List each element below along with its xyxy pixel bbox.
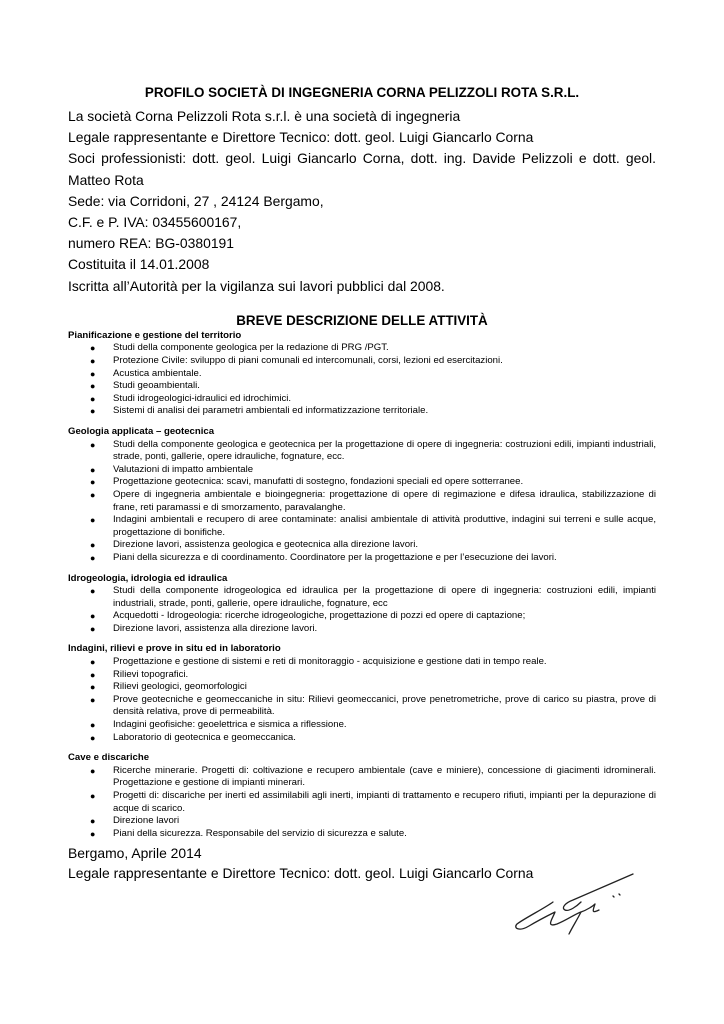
bullet-icon: ●: [90, 381, 96, 392]
bullet-icon: ●: [90, 368, 96, 379]
bullet-icon: ●: [90, 393, 96, 404]
list-item: [68, 539, 656, 552]
bullet-icon: ●: [90, 515, 96, 526]
list-item: [68, 514, 656, 539]
category-title: Pianificazione e gestione del territorio: [68, 329, 242, 341]
document-title: PROFILO SOCIETÀ DI INGEGNERIA CORNA PELIZZOLI ROTA S.R.L.: [144, 85, 580, 100]
list-item: [68, 623, 656, 636]
list-item-text: Acustica ambientale.: [113, 367, 202, 379]
list-item-text: Prove geotecniche e geomeccaniche in situ: Rilievi geomeccanici, prove penetrometriche, prove di carico su piastra, prove di densità relativa, prove di permeabilità.: [113, 693, 656, 718]
bullet-icon: ●: [90, 669, 96, 680]
list-item-text: Direzione lavori, assistenza alla direzione lavori.: [113, 622, 318, 634]
bullet-icon: ●: [90, 623, 96, 634]
list-item-text: Ricerche minerarie. Progetti di: coltivazione e recupero ambientale (cave e miniere), concessione di giacimenti idrominerali. Progettazione e gestione di impianti minerari.: [113, 764, 656, 789]
list-item: [68, 380, 656, 393]
list-item: [68, 342, 656, 355]
activity-list: [68, 656, 656, 744]
list-item-text: Opere di ingegneria ambientale e bioingegneria: progettazione di opere di regimazione e difesa idraulica, stabilizzazione di frane, reti paramassi e di smorzamento, paravalanghe.: [113, 488, 656, 513]
activity-list: [68, 765, 656, 841]
intro-line: C.F. e P. IVA: 03455600167,: [68, 214, 242, 231]
handwritten-signature: [495, 862, 645, 942]
activity-categories: [68, 330, 656, 841]
list-item: [68, 368, 656, 381]
list-item-text: Indagini geofisiche: geoelettrica e sismica a riflessione.: [113, 719, 347, 731]
bullet-icon: ●: [90, 343, 96, 354]
bullet-icon: ●: [90, 356, 96, 367]
category-title: Cave e discariche: [68, 752, 150, 764]
list-item-text: Laboratorio di geotecnica e geomeccanica.: [113, 731, 296, 743]
list-item: [68, 610, 656, 623]
list-item-text: Rilievi topografici.: [113, 668, 189, 680]
list-item-text: Progetti di: discariche per inerti ed assimilabili agli inerti, impianti di trattamento e recupero rifiuti, impianti per la depurazione di acque di scarico.: [113, 790, 656, 814]
intro-line: Sede: via Corridoni, 27 , 24124 Bergamo,: [68, 192, 324, 209]
bullet-icon: ●: [90, 765, 96, 776]
bullet-icon: ●: [90, 540, 96, 551]
list-item: [68, 765, 656, 790]
list-item-text: Protezione Civile: sviluppo di piani comunali ed intercomunali, corsi, lezioni ed esercitazioni.: [113, 355, 503, 367]
list-item-text: Rilievi geologici, geomorfologici: [113, 681, 247, 693]
bullet-icon: ●: [90, 828, 96, 839]
list-item: [68, 719, 656, 732]
bullet-icon: ●: [90, 657, 96, 668]
bullet-icon: ●: [90, 816, 96, 827]
bullet-icon: ●: [90, 464, 96, 475]
list-item: [68, 476, 656, 489]
bullet-icon: ●: [90, 694, 96, 705]
intro-line: La società Corna Pelizzoli Rota s.r.l. è una società di ingegneria: [68, 108, 461, 124]
list-item-text: Progettazione geotecnica: scavi, manufatti di sostegno, fondazioni speciali ed opere sotterranee.: [113, 476, 524, 488]
list-item: [68, 681, 656, 694]
category-title: Idrogeologia, idrologia ed idraulica: [68, 572, 228, 584]
bullet-icon: ●: [90, 477, 96, 488]
category-title: Indagini, rilievi e prove in situ ed in laboratorio: [68, 643, 281, 655]
list-item: [68, 464, 656, 477]
intro-line: Costituita il 14.01.2008: [68, 256, 210, 273]
list-item: [68, 439, 656, 464]
list-item: [68, 828, 656, 841]
list-item: [68, 732, 656, 745]
intro-line: Soci professionisti: dott. geol. Luigi Giancarlo Corna, dott. ing. Davide Pelizzoli e dott. geol. Matteo Rota: [68, 150, 656, 188]
list-item-text: Sistemi di analisi dei parametri ambientali ed informatizzazione territoriale.: [113, 405, 429, 417]
bullet-icon: ●: [90, 586, 96, 597]
list-item-text: Piani della sicurezza. Responsabile del servizio di sicurezza e salute.: [113, 827, 407, 839]
bullet-icon: ●: [90, 611, 96, 622]
list-item: [68, 393, 656, 406]
list-item-text: Studi geoambientali.: [113, 380, 200, 392]
list-item-text: Direzione lavori, assistenza geologica e geotecnica alla direzione lavori.: [113, 539, 419, 551]
bullet-icon: ●: [90, 439, 96, 450]
list-item: [68, 552, 656, 565]
list-item-text: Studi della componente idrogeologica ed idraulica per la progettazione di opere di ingegneria: costruzioni edili, impianti industriali, strade, ponti, gallerie, opere idrauliche, fognature, ecc: [113, 585, 656, 609]
intro-line: Legale rappresentante e Direttore Tecnico: dott. geol. Luigi Giancarlo Corna: [68, 129, 534, 146]
list-item: [68, 489, 656, 514]
bullet-icon: ●: [90, 552, 96, 563]
intro-line: numero REA: BG-0380191: [68, 235, 235, 252]
list-item-text: Progettazione e gestione di sistemi e reti di monitoraggio - acquisizione e gestione dati in tempo reale.: [113, 656, 547, 668]
activity-list: [68, 342, 656, 418]
bullet-icon: ●: [90, 720, 96, 731]
list-item-text: Studi della componente geologica e geotecnica per la progettazione di opere di ingegneria: costruzioni edili, impianti industriali, strade, ponti, gallerie, opere idrauliche, fognature, ecc.: [113, 438, 656, 463]
list-item-text: Piani della sicurezza e di coordinamento. Coordinatore per la progettazione e per l’esecuzione dei lavori.: [113, 551, 557, 563]
list-item-text: Studi della componente geologica per la redazione di PRG /PGT.: [113, 342, 389, 354]
place-date: Bergamo, Aprile 2014: [68, 845, 202, 862]
list-item-text: Valutazioni di impatto ambientale: [113, 463, 254, 475]
bullet-icon: ●: [90, 732, 96, 743]
list-item: [68, 669, 656, 682]
intro-line: Iscritta all’Autorità per la vigilanza sui lavori pubblici dal 2008.: [68, 277, 445, 294]
list-item-text: Studi idrogeologici-idraulici ed idrochimici.: [113, 392, 292, 404]
activity-list: [68, 585, 656, 635]
list-item: [68, 405, 656, 418]
list-item: [68, 585, 656, 610]
bullet-icon: ●: [90, 791, 96, 802]
document-page: [68, 84, 656, 883]
activity-list: [68, 439, 656, 565]
list-item: [68, 790, 656, 815]
bullet-icon: ●: [90, 489, 96, 500]
list-item-text: Indagini ambientali e recupero di aree contaminate: analisi ambientale di attività produttive, indagini sui terreni e sulle acque, progettazione di bonifiche.: [113, 514, 656, 538]
list-item-text: Direzione lavori: [113, 815, 180, 827]
section-title: BREVE DESCRIZIONE DELLE ATTIVITÀ: [236, 312, 488, 328]
bullet-icon: ●: [90, 682, 96, 693]
list-item: [68, 694, 656, 719]
activity-category: [68, 643, 656, 744]
activity-category: [68, 330, 656, 418]
activity-category: [68, 573, 656, 636]
list-item: [68, 815, 656, 828]
activity-category: [68, 752, 656, 840]
activity-category: [68, 426, 656, 565]
category-title: Geologia applicata – geotecnica: [68, 425, 215, 437]
company-profile: [68, 106, 656, 297]
list-item: [68, 355, 656, 368]
signatory-line: Legale rappresentante e Direttore Tecnico: dott. geol. Luigi Giancarlo Corna: [68, 865, 534, 882]
bullet-icon: ●: [90, 406, 96, 417]
list-item-text: Acquedotti - Idrogeologia: ricerche idrogeologiche, progettazione di pozzi ed opere di captazione;: [113, 610, 526, 622]
list-item: [68, 656, 656, 669]
